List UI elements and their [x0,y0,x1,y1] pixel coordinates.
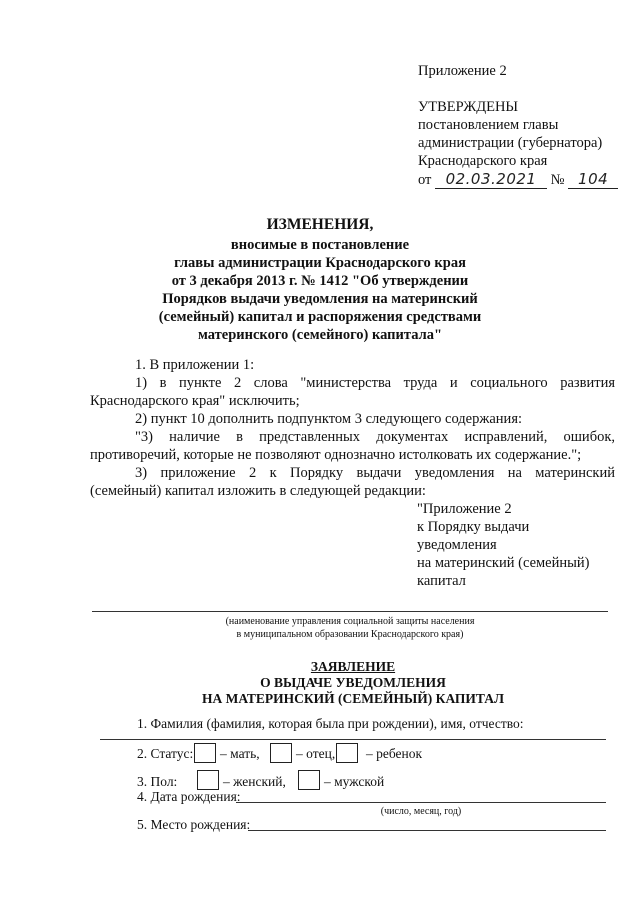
status-mother-label: – мать, [220,746,260,761]
full-name-field-line[interactable] [100,739,606,740]
signed-date: 02.03.2021 [435,170,547,189]
form-item-5-label: 5. Место рождения: [137,817,251,832]
birth-date-field-line[interactable] [236,802,606,803]
birth-date-caption: (число, месяц, год) [380,806,462,817]
sex-female-label: – женский, [223,774,286,789]
paragraph-5-line-1: 3) приложение 2 к Порядку выдачи уведомления на материнский [135,465,615,481]
approved-label: УТВЕРЖДЕНЫ [418,99,519,115]
title-line: (семейный) капитал и распоряжения средствами [158,309,482,325]
sex-male-checkbox[interactable] [298,770,320,790]
paragraph-2-line-2: Краснодарского края" исключить; [90,393,300,409]
status-child-checkbox[interactable] [336,743,358,763]
approved-line: администрации (губернатора) [418,135,603,151]
authority-field-line[interactable] [92,611,608,612]
authority-caption-line-1: (наименование управления социальной защиты населения [225,616,475,627]
doc-heading: ИЗМЕНЕНИЯ, [266,216,374,233]
status-father-label: – отец, [296,746,336,761]
title-line: главы администрации Краснодарского края [174,255,466,271]
sex-male-label: – мужской [324,774,385,789]
form-item-4-label: 4. Дата рождения: [137,789,241,804]
appendix-block-line: на материнский (семейный) [417,555,590,571]
status-mother-checkbox[interactable] [194,743,216,763]
paragraph-5-line-2: (семейный) капитал изложить в следующей редакции: [90,483,426,499]
title-line: от 3 декабря 2013 г. № 1412 "Об утверждении [171,273,469,289]
paragraph-1: 1. В приложении 1: [135,357,255,373]
paragraph-3: 2) пункт 10 дополнить подпунктом 3 следующего содержания: [135,411,523,427]
paragraph-4-line-1: "3) наличие в представленных документах исправлений, ошибок, [135,429,615,445]
status-child-label: – ребенок [366,746,423,761]
form-item-3-label: 3. Пол: [137,774,178,789]
appendix-block-line: уведомления [417,537,497,553]
appendix-label: Приложение 2 [418,63,507,79]
approved-line: Краснодарского края [418,153,548,169]
title-line: материнского (семейного) капитала" [197,327,443,343]
paragraph-4-line-2: противоречий, которые не позволяют однозначно истолковать их содержание."; [90,447,582,463]
number-label: № [550,172,565,188]
signed-number: 104 [568,170,618,189]
form-title-line-3: НА МАТЕРИНСКИЙ (СЕМЕЙНЫЙ) КАПИТАЛ [201,691,505,706]
title-line: Порядков выдачи уведомления на материнский [162,291,478,307]
status-father-checkbox[interactable] [270,743,292,763]
paragraph-2-line-1: 1) в пункте 2 слова "министерства труда и социального развития [135,375,615,391]
form-item-1-label: 1. Фамилия (фамилия, которая была при рождении), имя, отчество: [137,716,524,731]
sex-female-checkbox[interactable] [197,770,219,790]
form-title-line-2: О ВЫДАЧЕ УВЕДОМЛЕНИЯ [260,675,446,690]
approved-line: постановлением главы [418,117,559,133]
authority-caption-line-2: в муниципальном образовании Краснодарского края) [236,629,464,640]
title-line: вносимые в постановление [230,237,410,253]
form-title-line-1: ЗАЯВЛЕНИЕ [310,659,396,674]
birth-place-field-line[interactable] [248,830,606,831]
appendix-block-line: капитал [417,573,466,589]
date-line [418,170,618,189]
from-label: от [418,172,432,188]
appendix-block-line: "Приложение 2 [417,501,512,517]
form-item-2-label: 2. Статус: [137,746,194,761]
appendix-block-line: к Порядку выдачи [417,519,530,535]
